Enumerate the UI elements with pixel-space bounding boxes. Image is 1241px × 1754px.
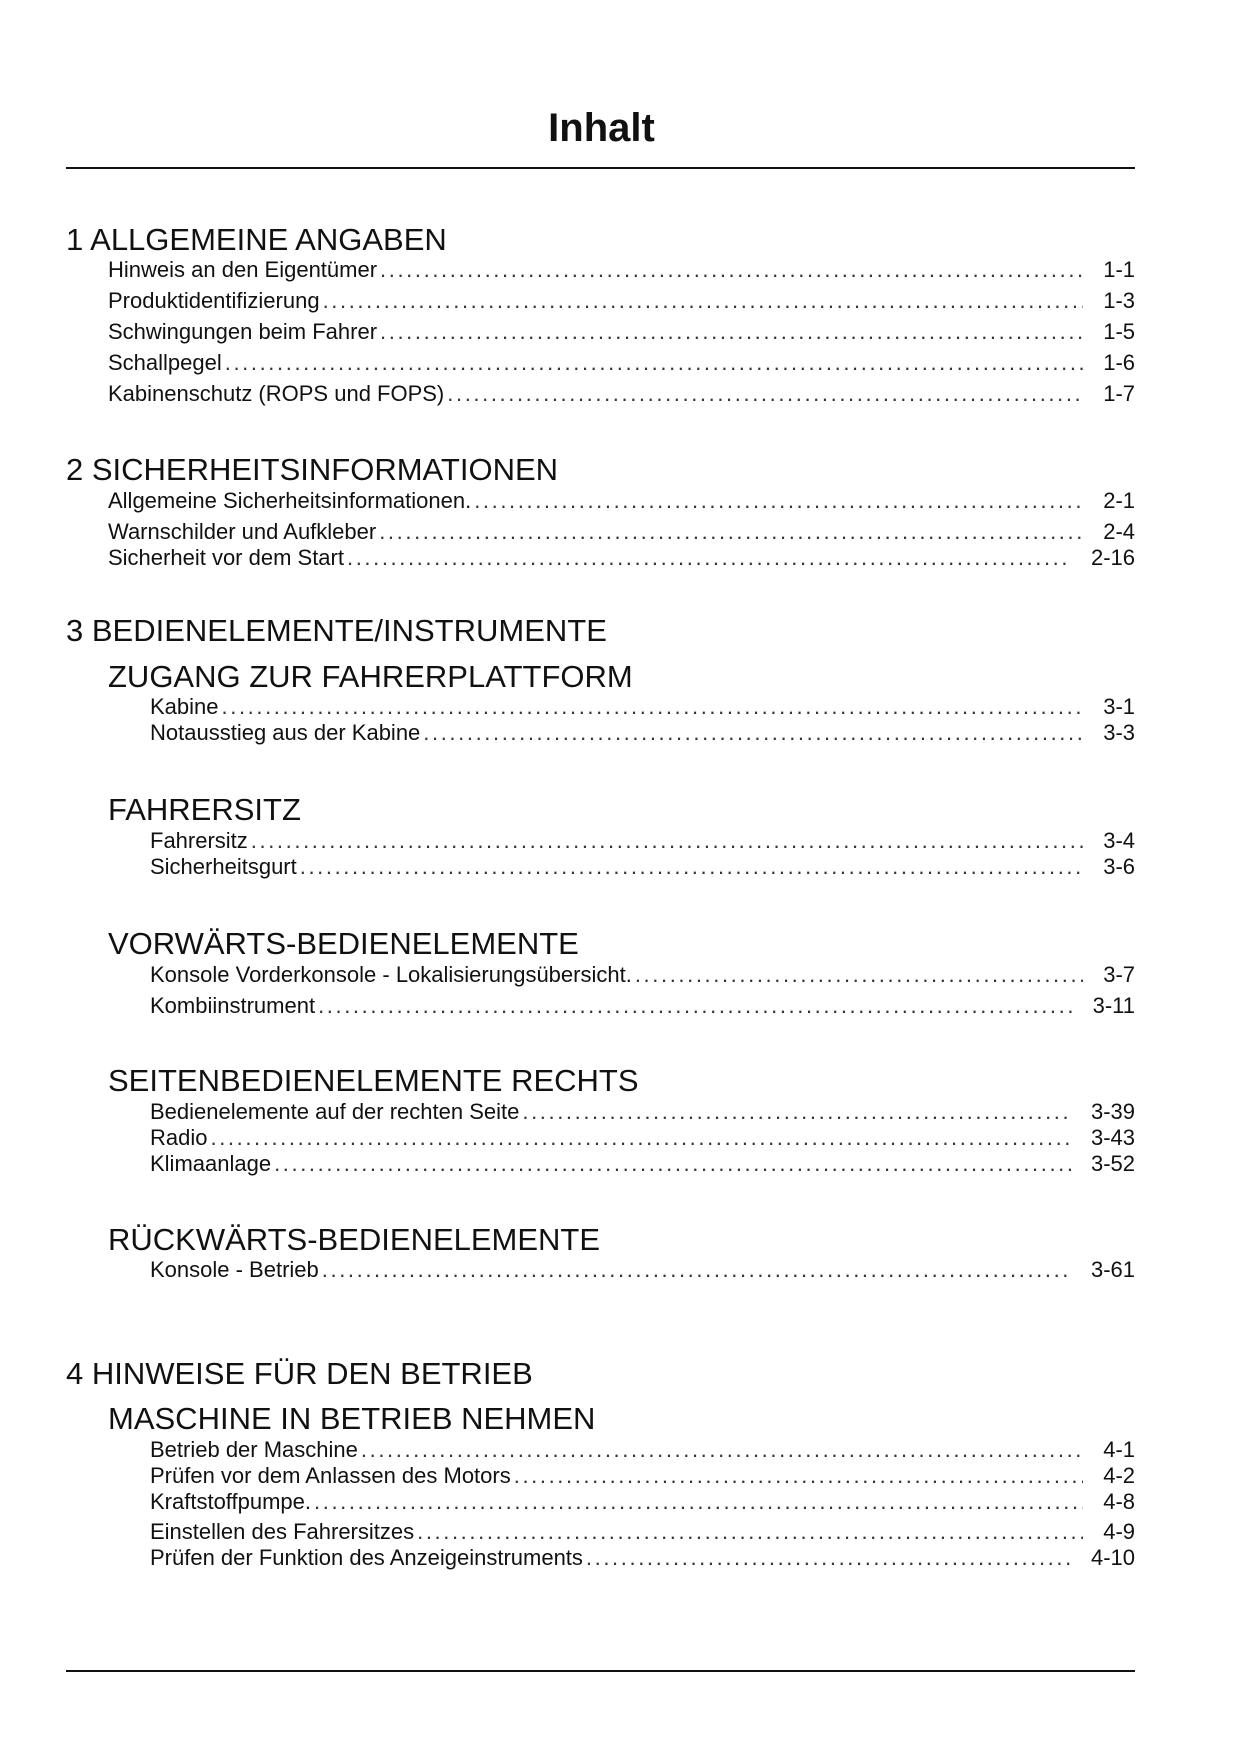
section-heading: RÜCKWÄRTS-BEDIENELEMENTE [108, 1222, 601, 1257]
page-number: 3-52 [1090, 1151, 1135, 1176]
page-number: 3-43 [1090, 1125, 1135, 1150]
page-number: 1-5 [1103, 319, 1135, 344]
page-number: 3-7 [1103, 962, 1135, 987]
toc-entry[interactable]: Prüfen der Funktion des Anzeigeinstruments ..... 4-10 [150, 1545, 1135, 1571]
toc-entry[interactable]: Fahrersitz ..... 3-4 [150, 828, 1135, 854]
section-heading: MASCHINE IN BETRIEB NEHMEN [108, 1401, 596, 1436]
top-divider [66, 167, 1135, 169]
section-heading: VORWÄRTS-BEDIENELEMENTE [108, 926, 579, 961]
chapter-heading-2: 2 SICHERHEITSINFORMATIONEN [66, 452, 559, 487]
toc-entry[interactable]: Allgemeine Sicherheitsinformationen. ..... 2-1 [108, 488, 1135, 514]
toc-entry[interactable]: Kabinenschutz (ROPS und FOPS) ..... 1-7 [108, 381, 1135, 407]
page-number: 4-8 [1103, 1489, 1135, 1514]
toc-entry[interactable]: Kraftstoffpumpe. ..... 4-8 [150, 1489, 1135, 1515]
page-number: 3-6 [1103, 854, 1135, 879]
chapter-heading-1: 1 ALLGEMEINE ANGABEN [66, 222, 447, 257]
toc-entry[interactable]: Hinweis an den Eigentümer ..... 1-1 [108, 257, 1135, 283]
page-number: 3-39 [1090, 1099, 1135, 1124]
toc-entry[interactable]: Produktidentifizierung ..... 1-3 [108, 288, 1135, 314]
page-number: 1-3 [1103, 288, 1135, 313]
page-number: 2-1 [1103, 488, 1135, 513]
toc-entry[interactable]: Notausstieg aus der Kabine ..... 3-3 [150, 720, 1135, 746]
chapter-heading-3: 3 BEDIENELEMENTE/INSTRUMENTE [66, 613, 607, 648]
section-heading: FAHRERSITZ [108, 792, 301, 827]
toc-entry[interactable]: Bedienelemente auf der rechten Seite ..... 3-39 [150, 1099, 1135, 1125]
toc-entry[interactable]: Warnschilder und Aufkleber ..... 2-4 [108, 519, 1135, 545]
page-number: 4-9 [1103, 1519, 1135, 1544]
section-heading: SEITENBEDIENELEMENTE RECHTS [108, 1063, 639, 1098]
page-number: 4-10 [1090, 1545, 1135, 1570]
page-number: 3-11 [1092, 993, 1135, 1018]
toc-entry[interactable]: Prüfen vor dem Anlassen des Motors ..... 4-2 [150, 1463, 1135, 1489]
toc-entry[interactable]: Betrieb der Maschine ..... 4-1 [150, 1437, 1135, 1463]
page-number: 3-4 [1103, 828, 1135, 853]
toc-entry[interactable]: Sicherheit vor dem Start ..... 2-16 [108, 545, 1135, 571]
toc-entry[interactable]: Schallpegel ..... 1-6 [108, 350, 1135, 376]
toc-entry[interactable]: Konsole - Betrieb ..... 3-61 [150, 1257, 1135, 1283]
bottom-divider [66, 1670, 1135, 1672]
page-number: 3-1 [1103, 694, 1135, 719]
page-title: Inhalt [548, 106, 655, 150]
toc-entry[interactable]: Konsole Vorderkonsole - Lokalisierungsübersicht. ..... 3-7 [150, 962, 1135, 988]
toc-entry[interactable]: Kombiinstrument ..... 3-11 [150, 993, 1135, 1019]
toc-entry[interactable]: Radio ..... 3-43 [150, 1125, 1135, 1151]
page-number: 1-7 [1103, 381, 1135, 406]
chapter-heading-4: 4 HINWEISE FÜR DEN BETRIEB [66, 1356, 533, 1391]
page-number: 4-2 [1103, 1463, 1135, 1488]
page-number: 1-6 [1103, 350, 1135, 375]
section-heading: ZUGANG ZUR FAHRERPLATTFORM [108, 659, 633, 694]
toc-entry[interactable]: Sicherheitsgurt ..... 3-6 [150, 854, 1135, 880]
page-number: 2-4 [1103, 519, 1135, 544]
page-number: 2-16 [1090, 545, 1135, 570]
toc-entry[interactable]: Einstellen des Fahrersitzes ..... 4-9 [150, 1519, 1135, 1545]
toc-entry[interactable]: Kabine ..... 3-1 [150, 694, 1135, 720]
toc-entry[interactable]: Klimaanlage ..... 3-52 [150, 1151, 1135, 1177]
page-number: 3-61 [1090, 1257, 1135, 1282]
page-number: 3-3 [1103, 720, 1135, 745]
toc-entry[interactable]: Schwingungen beim Fahrer ..... 1-5 [108, 319, 1135, 345]
page-number: 1-1 [1103, 257, 1135, 282]
page-number: 4-1 [1103, 1437, 1135, 1462]
